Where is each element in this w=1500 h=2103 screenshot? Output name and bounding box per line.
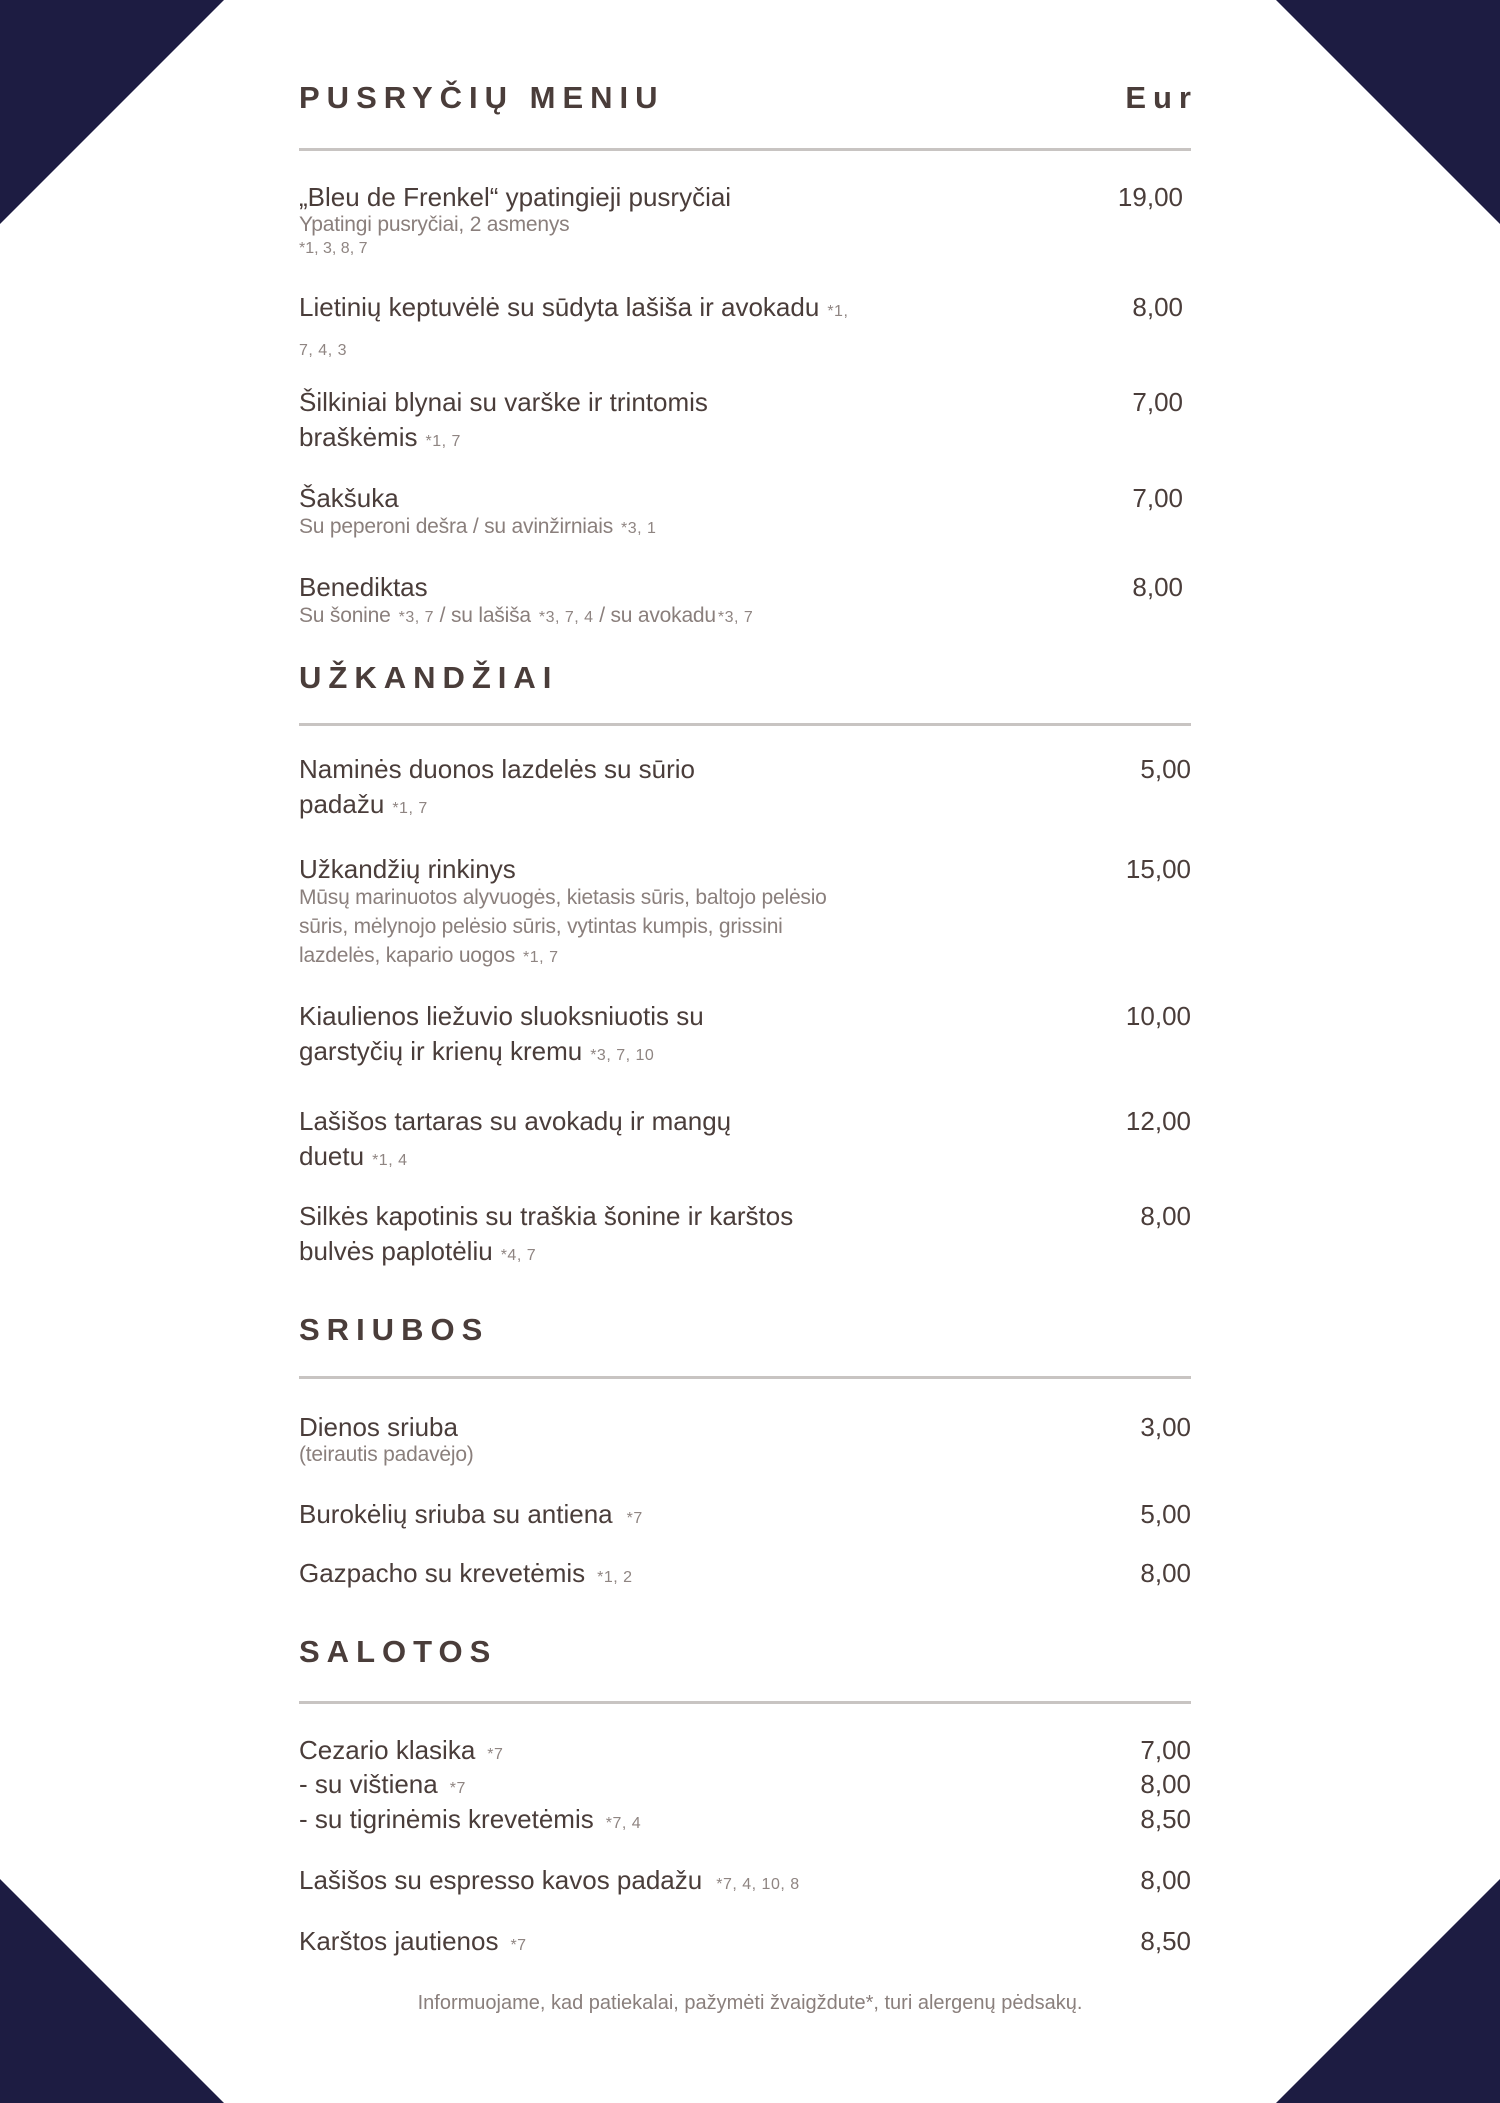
item-price: 7,00 bbox=[1140, 1735, 1191, 1765]
allergen-footer-note: Informuojame, kad patiekalai, pažymėti žvaigždute*, turi alergenų pėdsakų. bbox=[417, 1992, 1083, 2014]
item-price: 5,00 bbox=[1140, 754, 1191, 784]
corner-decoration-top-left bbox=[0, 0, 224, 224]
item-allergens: *7 bbox=[487, 1746, 504, 1763]
section-divider bbox=[299, 148, 1191, 151]
item-price: 19,00 bbox=[1117, 182, 1183, 212]
item-price: 8,00 bbox=[1140, 1865, 1191, 1895]
item-name: Cezario klasika *7 bbox=[299, 1735, 504, 1765]
item-allergens: *1, 7 bbox=[425, 433, 461, 450]
currency-label: Eur bbox=[1125, 80, 1198, 115]
item-allergens: *1, 7 bbox=[392, 800, 428, 817]
item-allergens: *1, 4 bbox=[372, 1152, 408, 1169]
corner-decoration-bottom-right bbox=[1276, 1879, 1500, 2103]
section-divider bbox=[299, 1701, 1191, 1704]
section-header-salads bbox=[299, 1634, 1191, 1670]
item-name: Lietinių keptuvėlė su sūdyta lašiša ir avokadu *1, 7, 4, 3 bbox=[299, 292, 849, 359]
item-name: Užkandžių rinkinys bbox=[299, 854, 516, 884]
menu-item bbox=[299, 481, 1191, 543]
section-header-soups bbox=[299, 1312, 1191, 1348]
section-title: SRIUBOS bbox=[299, 1312, 490, 1347]
item-name: Šakšuka bbox=[299, 483, 399, 513]
item-name: Burokėlių sriuba su antiena *7 bbox=[299, 1499, 643, 1529]
menu-item bbox=[299, 1556, 1191, 1595]
item-name: Silkės kapotinis su traškia šonine ir karštos bulvės paplotėliu *4, 7 bbox=[299, 1201, 794, 1266]
menu-item bbox=[299, 1199, 1191, 1273]
item-allergens: *3, 7, 10 bbox=[590, 1047, 655, 1064]
item-name: - su vištiena *7 bbox=[299, 1769, 466, 1799]
item-description: Su šonine *3, 7 / su lašiša *3, 7, 4 / su avokadu *3, 7 bbox=[299, 604, 754, 627]
item-price: 8,00 bbox=[1140, 1769, 1191, 1799]
section-header-breakfast bbox=[299, 80, 1198, 116]
item-allergens: *4, 7 bbox=[500, 1247, 537, 1264]
item-description: Ypatingi pusryčiai, 2 asmenys bbox=[299, 213, 570, 236]
item-price: 5,00 bbox=[1140, 1499, 1191, 1529]
item-price: 7,00 bbox=[1132, 483, 1183, 513]
menu-item bbox=[299, 852, 1191, 972]
item-price: 8,00 bbox=[1140, 1558, 1191, 1588]
item-name: Benediktas bbox=[299, 572, 428, 602]
item-price: 8,50 bbox=[1140, 1804, 1191, 1834]
item-name: Gazpacho su krevetėmis *1, 2 bbox=[299, 1558, 633, 1588]
menu-item bbox=[299, 290, 1191, 368]
item-name: „Bleu de Frenkel“ ypatingieji pusryčiai bbox=[299, 182, 732, 212]
corner-decoration-bottom-left bbox=[0, 1879, 224, 2103]
section-title: SALOTOS bbox=[299, 1634, 498, 1669]
item-allergens: *1, 3, 8, 7 bbox=[299, 240, 368, 257]
menu-item bbox=[299, 1802, 1191, 1841]
item-price: 8,00 bbox=[1132, 572, 1183, 602]
item-price: 12,00 bbox=[1125, 1106, 1191, 1136]
item-allergens: *3, 1 bbox=[621, 520, 657, 537]
item-description: Mūsų marinuotos alyvuogės, kietasis sūris, baltojo pelėsio sūris, mėlynojo pelėsio sūris, vytintas kumpis, grissini lazdelės, kapario uogos *1, 7 bbox=[299, 886, 827, 967]
menu-item bbox=[299, 999, 1191, 1073]
item-allergens: *1, 7 bbox=[523, 949, 559, 966]
item-price: 10,00 bbox=[1125, 1001, 1191, 1031]
section-title: PUSRYČIŲ MENIU bbox=[299, 80, 665, 115]
menu-item bbox=[299, 570, 1191, 632]
menu-item bbox=[299, 1863, 1191, 1902]
item-description: Su peperoni dešra / su avinžirniais *3, 1 bbox=[299, 515, 657, 538]
item-allergens: *7, 4, 10, 8 bbox=[716, 1876, 800, 1893]
item-name: Kiaulienos liežuvio sluoksniuotis su garstyčių ir krienų kremu *3, 7, 10 bbox=[299, 1001, 704, 1066]
item-allergens: *1, 7, 4, 3 bbox=[299, 303, 849, 359]
item-price: 8,50 bbox=[1140, 1926, 1191, 1956]
menu-item bbox=[299, 1497, 1191, 1536]
item-description: (teirautis padavėjo) bbox=[299, 1443, 474, 1466]
section-divider bbox=[299, 723, 1191, 726]
menu-item bbox=[299, 1104, 1191, 1178]
item-name: Naminės duonos lazdelės su sūrio padažu *1, 7 bbox=[299, 754, 695, 819]
item-allergens: *7 bbox=[449, 1780, 466, 1797]
item-name: Dienos sriuba bbox=[299, 1412, 458, 1442]
menu-item bbox=[299, 385, 1191, 459]
menu-item bbox=[299, 1410, 1191, 1469]
item-allergens: *1, 2 bbox=[597, 1569, 633, 1586]
menu-item bbox=[299, 180, 1191, 259]
item-price: 8,00 bbox=[1140, 1201, 1191, 1231]
item-allergens: *7, 4 bbox=[605, 1815, 642, 1832]
item-price: 8,00 bbox=[1132, 292, 1183, 322]
item-name: Šilkiniai blynai su varške ir trintomis braškėmis *1, 7 bbox=[299, 387, 708, 452]
item-allergens: *7 bbox=[510, 1937, 527, 1954]
item-price: 15,00 bbox=[1125, 854, 1191, 884]
section-title: UŽKANDŽIAI bbox=[299, 660, 559, 695]
menu-item bbox=[299, 1767, 1191, 1806]
item-name: Karštos jautienos *7 bbox=[299, 1926, 527, 1956]
menu-item bbox=[299, 752, 1191, 826]
item-price: 7,00 bbox=[1132, 387, 1183, 417]
menu-item bbox=[299, 1924, 1191, 1963]
item-name: Lašišos tartaras su avokadų ir mangų duetu *1, 4 bbox=[299, 1106, 732, 1171]
item-name: - su tigrinėmis krevetėmis *7, 4 bbox=[299, 1804, 642, 1834]
item-allergens: *7 bbox=[626, 1510, 643, 1527]
item-name: Lašišos su espresso kavos padažu *7, 4, 10, 8 bbox=[299, 1865, 800, 1895]
section-divider bbox=[299, 1376, 1191, 1379]
corner-decoration-top-right bbox=[1276, 0, 1500, 224]
section-header-appetizers bbox=[299, 660, 1191, 696]
item-price: 3,00 bbox=[1140, 1412, 1191, 1442]
